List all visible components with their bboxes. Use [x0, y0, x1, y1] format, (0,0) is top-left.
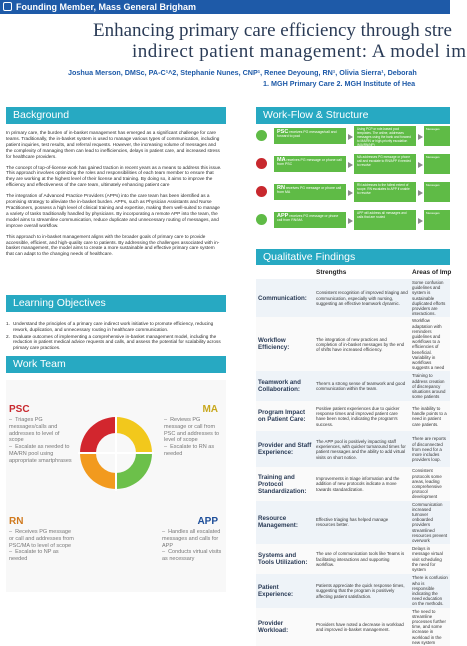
list-item — [6, 321, 221, 333]
workflow-step-outcome: Messages — [424, 210, 450, 230]
background-paragraph: This approach to in-basket management aligns with the broader goals of primary care to provide accessible, efficient, and high-quality care to patients. By addressing the challenges associated with in-basket management, the model aims to create a more sustainable and effective primary care system that can adapt to the changing needs of healthcare. — [6, 233, 220, 257]
authors: Joshua Merson, DMSc, PA-C¹˄2, Stephanie Nunes, CNP¹, Renee Deyoung, RN¹, Olivia Sierra¹, Deborah — [68, 68, 417, 77]
table-cell-category: Provider Workload: — [256, 608, 314, 646]
psc-quadrant — [80, 417, 116, 453]
background-paragraph: In primary care, the burden of in-basket management has emerged as a significant challenge for care teams. Traditionally, the in-basket system is used to manage various types of communication, including patient inquiries, test results, and referral requests. However, the increasing volume of messages and the complexity of managing them can lead to inefficiencies, delays in patient care, and increased stress for healthcare providers. — [6, 130, 220, 159]
table-row — [256, 401, 450, 431]
ma-quadrant — [116, 417, 152, 453]
column-header-strengths: Strengths — [314, 265, 410, 279]
workflow-row-app — [256, 210, 450, 232]
ma-role-name: MA — [202, 404, 218, 415]
workflow-row-psc — [256, 126, 450, 148]
rn-quadrant — [80, 453, 116, 489]
list-item — [6, 334, 221, 351]
table-cell-area: Delays in message virtual visit scheduling the need for system — [410, 544, 450, 574]
arrow-right-icon — [348, 134, 353, 140]
workflow-step-label: PSC receives PG message/call and forward to pool — [274, 128, 346, 144]
list-item: – Conducts virtual visits as necessary — [162, 549, 222, 563]
background-text — [6, 130, 223, 262]
status-dot — [256, 214, 267, 225]
table-row — [256, 608, 450, 646]
work-team-diagram — [6, 380, 226, 592]
workflow-step-outcome: Messages — [424, 126, 450, 146]
workflow-step-desc: MA addresses PG message or phone call and escalate to RN/APP if needed to resolve — [354, 154, 416, 174]
table-cell-strength: There's a strong sense of teamwork and good communication within the team. — [314, 371, 410, 401]
table-cell-area: Communication increased turnover onboarded providers streamlined resources prevent overwork — [410, 501, 450, 545]
arrow-right-icon — [348, 162, 353, 168]
table-cell-strength: Providers have noted a decrease in workload and improved in-basket management. — [314, 608, 410, 646]
background-heading: Background — [6, 107, 226, 124]
workflow-step-desc: RN addresses to the fullest extent of scope. RN escalates to APP if unable to resolve — [354, 182, 416, 202]
qualitative-heading: Qualitative Findings — [256, 249, 450, 266]
table-cell-category: Communication: — [256, 279, 314, 317]
table-cell-area: The inability to handle points to a need in patient care patients. — [410, 401, 450, 431]
table-cell-area: Workflow adaptation with reminders guidelines and workflows to a efficiencies of beneficial. Variability in workflows suggests a need — [410, 317, 450, 371]
arrow-right-icon — [348, 190, 353, 196]
workflow-step-label: MA receives PG message or phone call from PSC — [274, 156, 346, 172]
workflow-step-desc: Using PCP or role-based pool templates. The online, addresses messages using the bank and forward to MA/RN or high-priority escalation (MA/RN/NP) — [354, 126, 416, 146]
arrow-right-icon — [418, 134, 423, 140]
org-name: Founding Member, Mass General Brigham — [16, 2, 197, 12]
workflow-step-label: RN receives PG message or phone call from MA — [274, 184, 346, 200]
list-item: – Escalate as needed to MA/RN pool using appropriate smartphrases — [9, 444, 72, 464]
table-row — [256, 574, 450, 607]
app-role-name: APP — [197, 516, 218, 527]
workflow-heading: Work-Flow & Structure — [256, 107, 450, 124]
column-header-category — [256, 265, 314, 279]
table-cell-strength: Improvements in triage information and the addition of new protocols indicate a move towards standardization. — [314, 467, 410, 500]
list-item: – Triages PG messages/calls and addresses to level of scope — [9, 417, 60, 444]
table-cell-strength: Patients appreciate the quick response times, suggesting that the program is positively affecting patient satisfaction. — [314, 574, 410, 607]
table-row — [256, 431, 450, 467]
objective-text: Evaluate outcomes of implementing a comprehensive in-basket management model, including the reduction in patient medical advice requests and calls, and assess the potential for scalability across primary care practices. — [13, 333, 221, 351]
arrow-right-icon — [418, 190, 423, 196]
app-quadrant — [116, 453, 152, 489]
workflow-row-rn — [256, 182, 450, 204]
table-cell-strength: The APP pool is positively impacting staff experiences, with quicker turnaround times for patient messages and the ability to add virtual visits on short notice. — [314, 431, 410, 467]
status-dot — [256, 186, 267, 197]
table-row — [256, 371, 450, 401]
table-cell-area: The need to streamline processes further time, and some increase in workload in the new system — [410, 608, 450, 646]
list-item: – Escalate to NP as needed — [9, 549, 59, 563]
table-cell-strength: Effective triaging has helped manage resources better. — [314, 501, 410, 545]
affiliations: 1. MGH Primary Care 2. MGH Institute of Hea — [263, 79, 416, 88]
table-row — [256, 279, 450, 317]
table-cell-category: Training and Protocol Standardization: — [256, 467, 314, 500]
workflow-step-desc: APP will address all messages and calls that are routed — [354, 210, 416, 230]
objectives-list — [6, 321, 221, 352]
table-cell-category: Program Impact on Patient Care: — [256, 401, 314, 431]
table-cell-category: Provider and Staff Experience: — [256, 431, 314, 467]
rn-role — [9, 516, 75, 563]
rn-role-name: RN — [9, 516, 24, 527]
title-line-2: indirect patient management: A model im — [132, 41, 467, 62]
objective-text: Understand the principles of a primary care indirect work initiative to promote efficiency, reducing rework, duplication, and unnecessary routing in healthcare communication. — [13, 321, 214, 332]
table-cell-category: Resource Management: — [256, 501, 314, 545]
table-cell-area: There is confusion who is responsible indicating the need education on the methods. — [410, 574, 450, 607]
status-dot — [256, 158, 267, 169]
team-donut-chart — [76, 413, 156, 493]
table-cell-area: Training to address creation of discrepancy situations around some patients — [410, 371, 450, 401]
workflow-step-label: APP receives PG message or phone call from RN/MA — [274, 212, 346, 228]
table-row — [256, 317, 450, 371]
objectives-heading: Learning Objectives — [6, 295, 226, 312]
workflow-step-outcome: Messages — [424, 154, 450, 174]
ma-role — [164, 404, 224, 458]
app-role — [162, 516, 224, 563]
table-cell-area: There are reports of disconnected from need for a more includes providers loop. — [410, 431, 450, 467]
title-line-1: Enhancing primary care efficiency through stre — [93, 20, 452, 41]
workflow-row-ma — [256, 154, 450, 176]
list-item: – Reviews PG message or call from PSC and addresses to level of scope — [164, 417, 220, 444]
table-cell-strength: Consistent recognition of improved triaging and communication, especially with nursing, suggesting an effective teamwork dynamic. — [314, 279, 410, 317]
table-cell-category: Workflow Efficiency: — [256, 317, 314, 371]
status-dot — [256, 130, 267, 141]
table-header-row — [256, 265, 450, 279]
table-cell-category: Patient Experience: — [256, 574, 314, 607]
table-cell-area: Consistent protocols some areas, leading comprehensive protocol development — [410, 467, 450, 500]
workflow-diagram — [256, 122, 450, 242]
table-cell-strength: Positive patient experiences due to quicker response times and improved patient care have been noted, indicating the program's success. — [314, 401, 410, 431]
mgb-logo-icon — [3, 2, 12, 11]
column-header-areas: Areas of Imp — [410, 265, 450, 279]
top-banner — [0, 0, 450, 14]
table-cell-category: Teamwork and Collaboration: — [256, 371, 314, 401]
workflow-step-outcome: Messages — [424, 182, 450, 202]
background-paragraph: The integration of Advanced Practice Providers (APPs) into the care team has been identified as a promising strategy to alleviate the in-basket burden. APPs, such as Physician Assistants and Nurse Practitioners, possess a high level of clinical training and expertise, making them well-suited to manage a variety of tasks traditionally handled by physicians. By incorporating a remote APP into the team, the model aims to streamline communication, reduce duplicate and unnecessary routing of messages, and improve overall workflow. — [6, 193, 220, 228]
table-row — [256, 467, 450, 500]
arrow-right-icon — [418, 218, 423, 224]
arrow-right-icon — [348, 218, 353, 224]
table-cell-area: Some confusion guidelines and system is sustainable duplicated efforts providers are interactions. — [410, 279, 450, 317]
objective-number: 1. — [6, 321, 10, 326]
table-row — [256, 501, 450, 545]
work-team-heading: Work Team — [6, 356, 226, 373]
table-cell-strength: The use of communication tools like Teams is facilitating interactions and supporting workflow. — [314, 544, 410, 574]
table-cell-category: Systems and Tools Utilization: — [256, 544, 314, 574]
table-cell-strength: The integration of new practices and completion of in-basket messages by the end of shifts have increased efficiency. — [314, 317, 410, 371]
list-item: – Receives PG message or call and addresses from PSC/MA to level of scope — [9, 529, 74, 549]
arrow-right-icon — [418, 162, 423, 168]
background-paragraph: The concept of top-of-license work has gained traction in recent years as a means to address this issue. This approach involves optimizing the roles and responsibilities of each team member to ensure that they are working at the highest level of their license and training. By doing so, it aims to improve the efficiency and effectiveness of the care team, ultimately enhancing patient care — [6, 164, 222, 188]
list-item: – Handles all escalated messages and calls for APP — [162, 529, 221, 549]
table-row — [256, 544, 450, 574]
qualitative-findings-table — [256, 265, 450, 646]
psc-role — [9, 404, 75, 465]
psc-role-name: PSC — [9, 404, 30, 415]
objective-number: 2. — [6, 333, 10, 339]
list-item: – Escalate to RN as needed — [164, 444, 215, 457]
